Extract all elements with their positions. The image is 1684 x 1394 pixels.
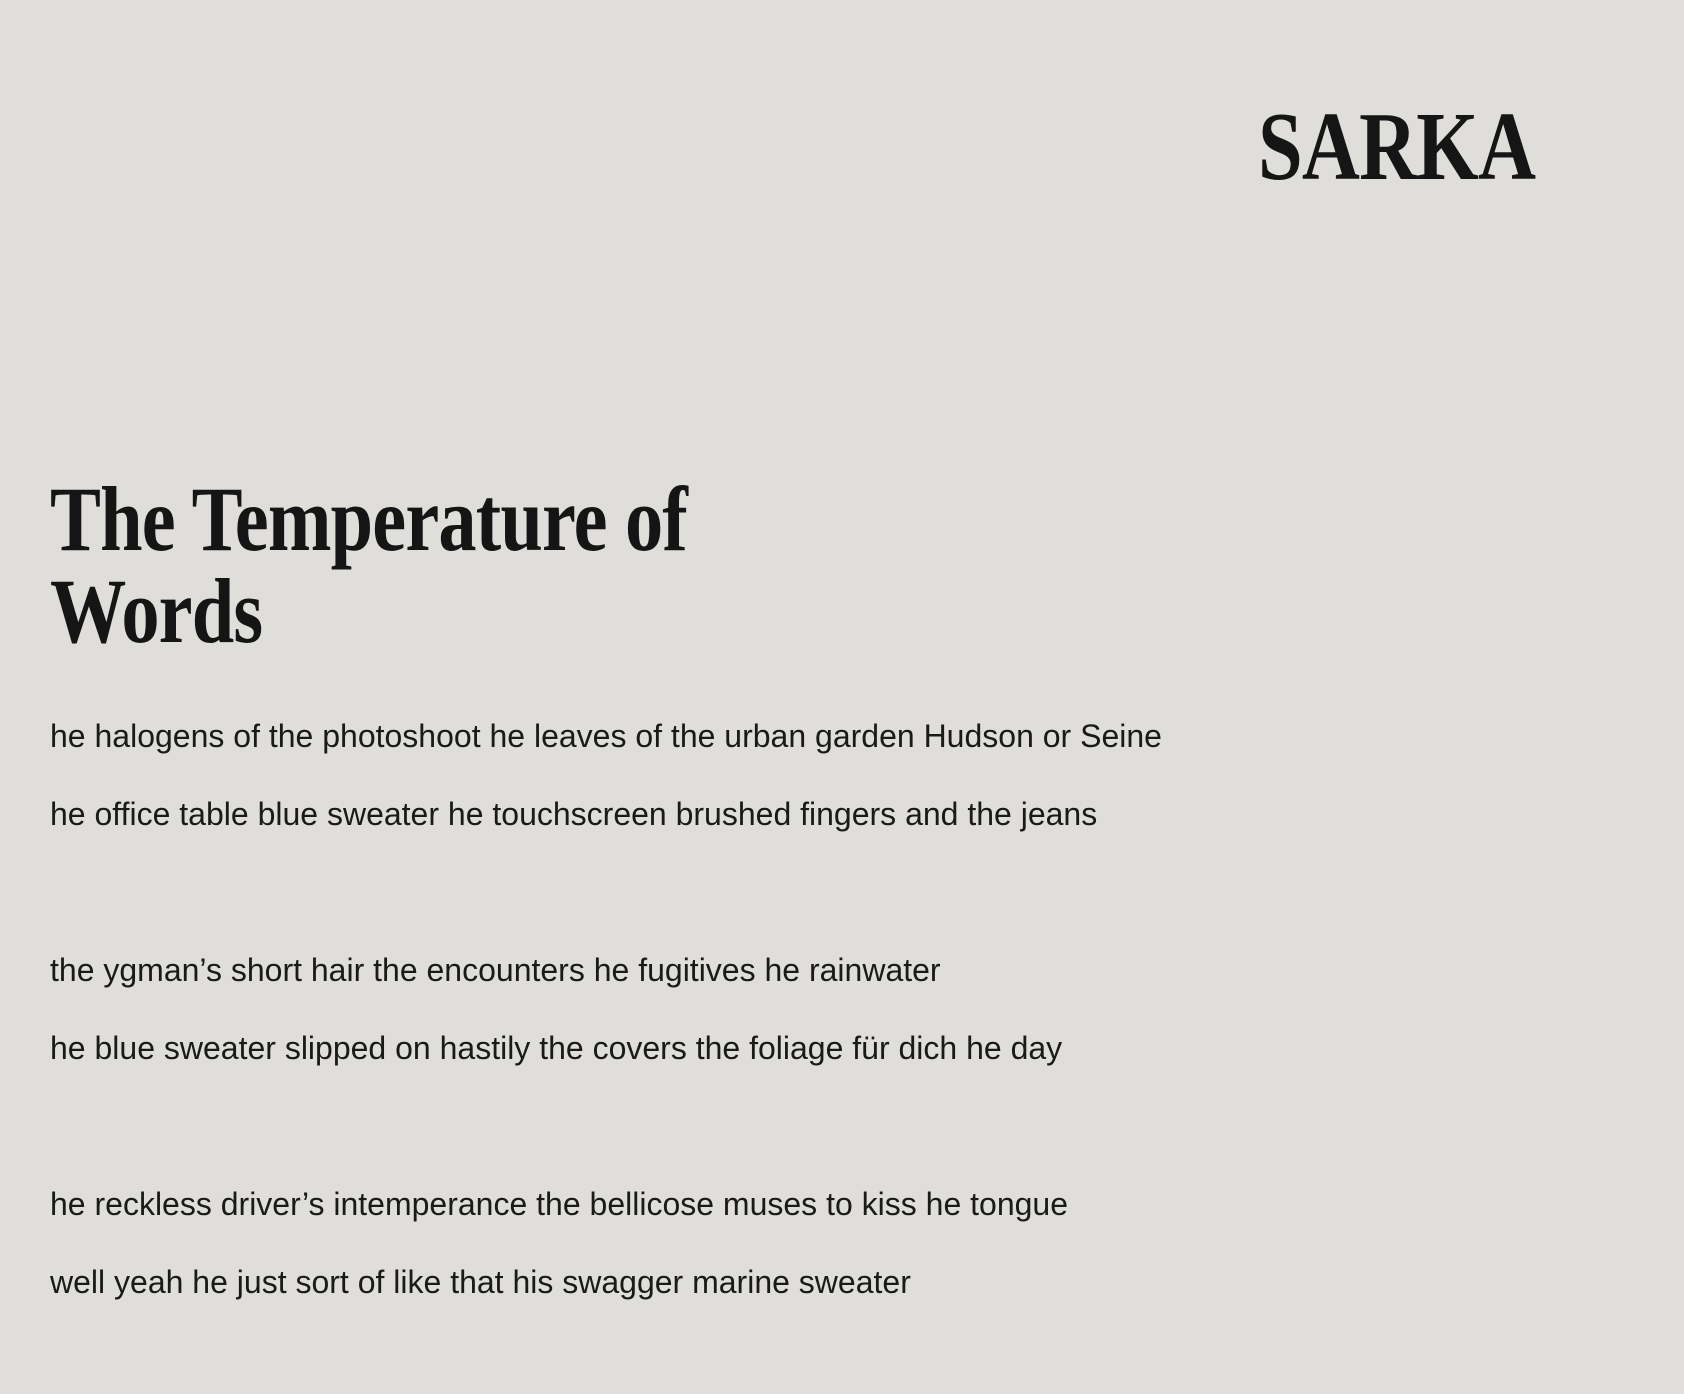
poem-line: he blue sweater slipped on hastily the covers the foliage für dich he day	[50, 1030, 1063, 1066]
poem-line: he reckless driver’s intemperance the bellicose muses to kiss he tongue	[50, 1186, 1068, 1222]
page-title: The Temperature of Words	[50, 468, 687, 662]
poem-line: he halogens of the photoshoot he leaves of the urban garden Hudson or Seine	[50, 718, 1162, 754]
poem-line: the ygman’s short hair the encounters he fugitives he rainwater	[50, 952, 941, 988]
poem-line: he office table blue sweater he touchscreen brushed fingers and the jeans	[50, 796, 1098, 832]
site-logo[interactable]: SARKA	[1258, 93, 1536, 201]
stanza-2	[50, 931, 1300, 1087]
stanza-1	[50, 697, 1300, 853]
stanza-3	[50, 1165, 1300, 1321]
poem-line: well yeah he just sort of like that his swagger marine sweater	[50, 1264, 911, 1300]
